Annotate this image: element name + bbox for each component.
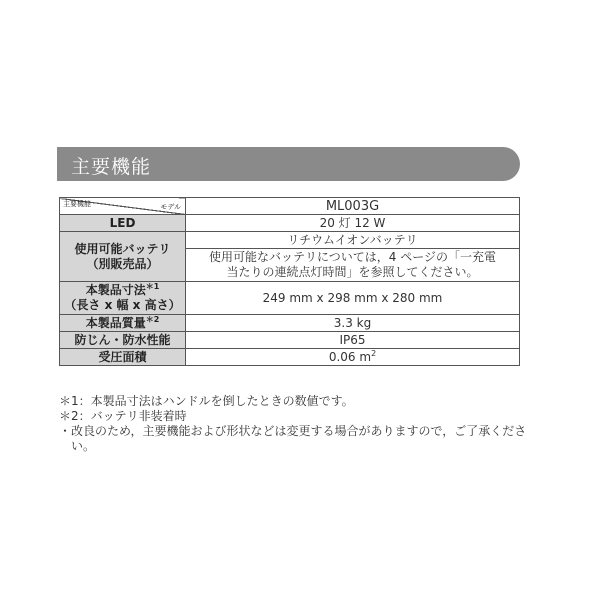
- table-header-row: [60, 198, 520, 215]
- table-row-battery-type: [60, 232, 520, 249]
- row-value-led: 20 灯 12 W: [186, 215, 520, 232]
- header-model-label: モデル: [160, 203, 181, 211]
- footnote-3: [59, 424, 529, 454]
- battery-value-type: リチウムイオンバッテリ: [186, 232, 520, 249]
- row-label-protection: 防じん・防水性能: [60, 332, 186, 349]
- table-row-dimensions: [60, 282, 520, 315]
- battery-note-line2: 当たりの連続点灯時間」を参照してください。: [226, 265, 479, 279]
- area-unit-sup: 2: [371, 348, 377, 358]
- header-feature-label: 主要機能: [63, 200, 91, 208]
- spec-table: [59, 197, 520, 366]
- row-value-dimensions: 249 mm x 298 mm x 280 mm: [186, 282, 520, 315]
- row-value-mass: 3.3 kg: [186, 315, 520, 332]
- table-corner-cell: [60, 198, 186, 215]
- dimensions-note-mark: ＊1: [145, 282, 160, 291]
- battery-label-line1: 使用可能バッテリ: [74, 241, 171, 256]
- footnote-3-text: 改良のため，主要機能および形状などは変更する場合がありますので，ご了承ください。: [71, 424, 527, 453]
- battery-label-line2: （別販売品）: [86, 256, 159, 271]
- row-label-battery: [60, 232, 186, 282]
- model-name: ML003G: [186, 198, 520, 215]
- table-row-led: [60, 215, 520, 232]
- table-row-mass: [60, 315, 520, 332]
- row-label-led: LED: [60, 215, 186, 232]
- row-label-area: 受圧面積: [60, 349, 186, 366]
- battery-note-line1: 使用可能なバッテリについては，4 ページの「一充電: [209, 250, 496, 264]
- battery-value-note: [186, 249, 520, 282]
- mass-label: 本製品質量: [85, 315, 146, 330]
- table-row-protection: [60, 332, 520, 349]
- dimensions-label: 本製品寸法: [85, 283, 146, 297]
- table-row-area: [60, 349, 520, 366]
- area-value: 0.06 m: [328, 349, 372, 364]
- section-title: 主要機能: [71, 156, 152, 178]
- section-header-bar: [57, 147, 520, 181]
- bullet-mark: ・: [59, 424, 72, 438]
- row-label-mass: [60, 315, 186, 332]
- row-value-protection: IP65: [186, 332, 520, 349]
- dimensions-label-line2: （長さ x 幅 x 高さ）: [64, 298, 181, 312]
- mass-note-mark: ＊2: [145, 314, 160, 324]
- footnote-2: ＊2：バッテリ非装着時: [59, 409, 187, 423]
- footnotes: [59, 394, 529, 454]
- row-value-area: [186, 349, 520, 366]
- footnote-1: ＊1：本製品寸法はハンドルを倒したときの数値です。: [59, 394, 354, 408]
- row-label-dimensions: [60, 282, 186, 315]
